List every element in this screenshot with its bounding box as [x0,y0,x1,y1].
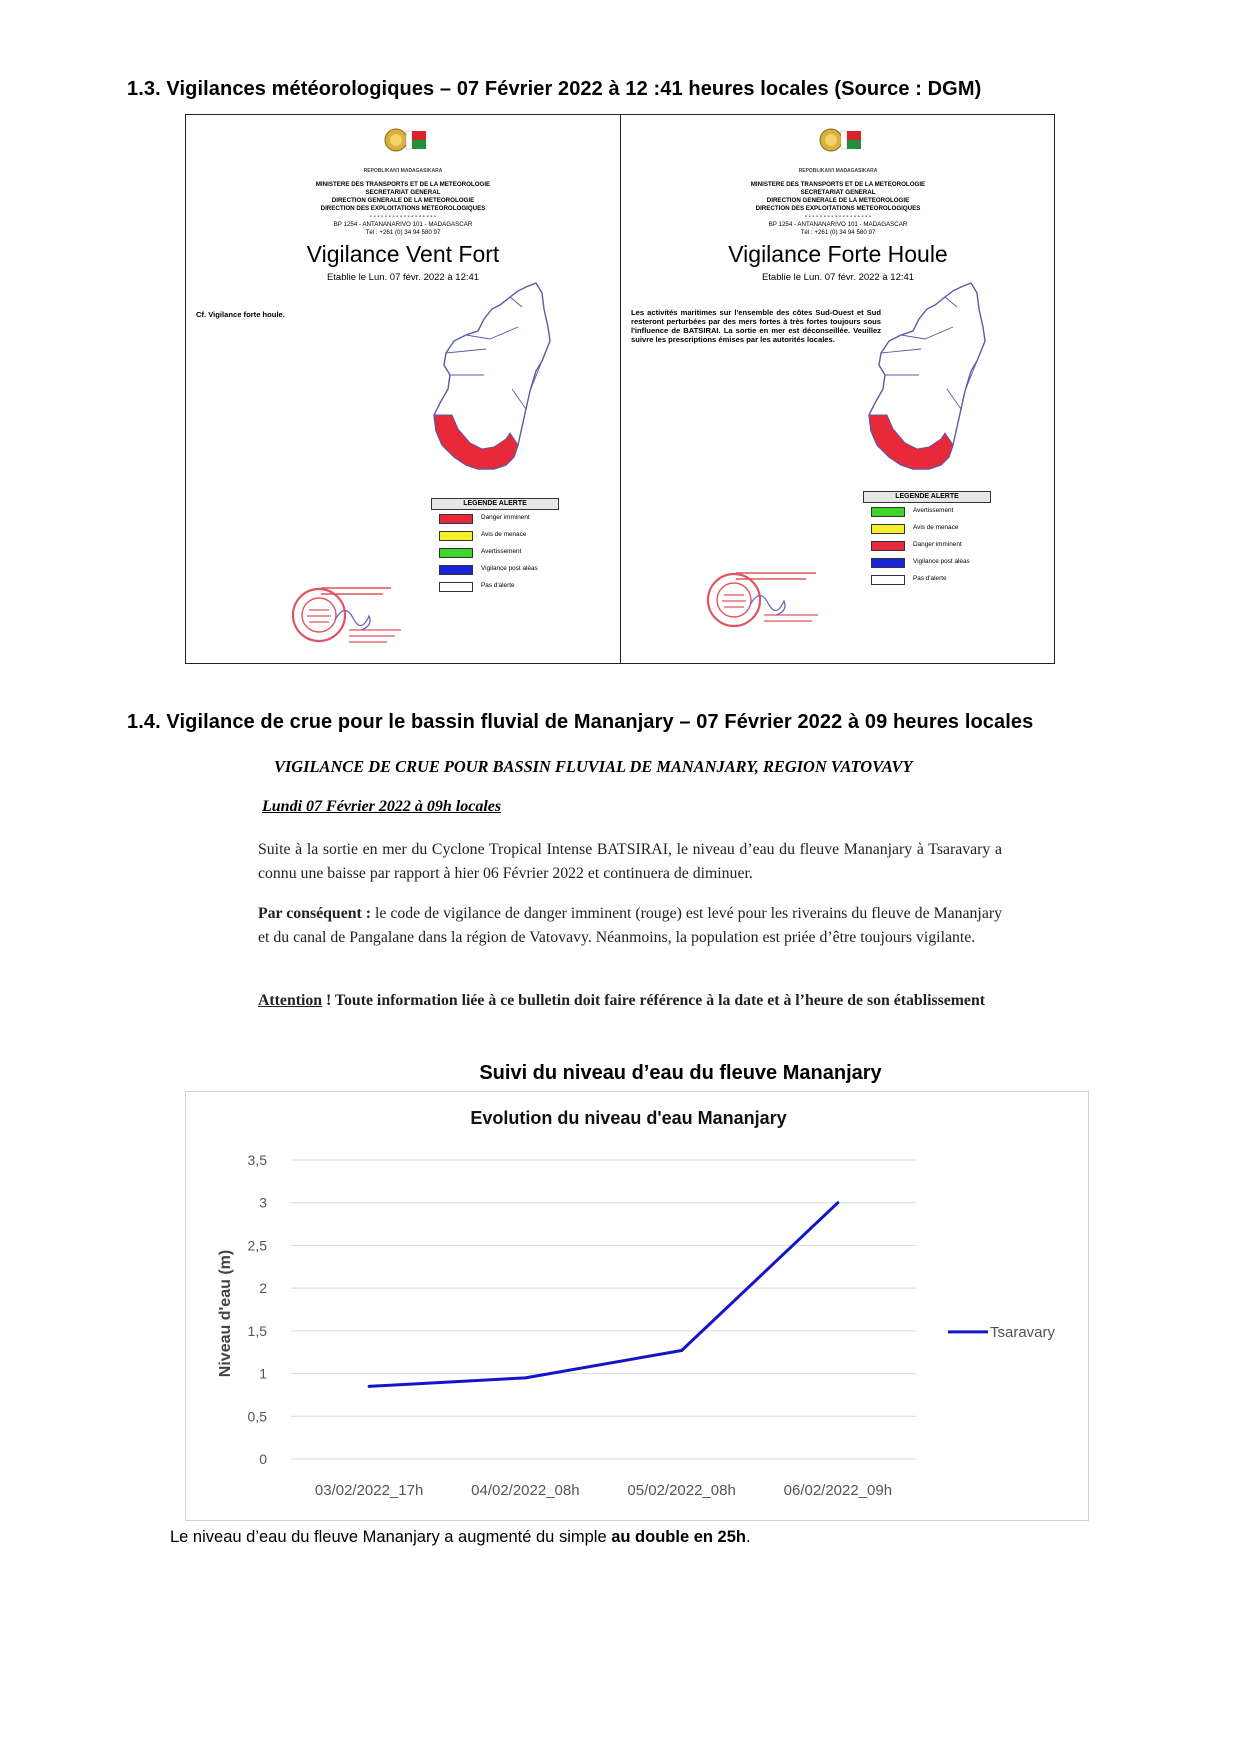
legend-swatch [871,507,905,517]
y-tick-label: 0,5 [247,1408,267,1425]
vigilance-date: Etablie le Lun. 07 févr. 2022 à 12:41 [761,272,915,283]
legend-swatch [439,582,473,592]
logo-caption: REPOBLIKAN'I MADAGASIKARA [363,168,443,174]
ministry-line: SECRETARIAT GENERAL [365,189,441,196]
chart-canvas [186,1092,1088,1520]
bulletin-attention [258,989,1002,1013]
attention-body: ! Toute information liée à ce bulletin doit faire référence à la date et à l’heure de son établissement [322,992,985,1009]
chart-title: Evolution du niveau d'eau Mananjary [470,1108,787,1128]
legend-title: LEGENDE ALERTE [431,498,559,510]
alert-legend [431,498,559,595]
legend-item [863,571,991,588]
y-tick-label: 1,5 [247,1322,267,1339]
vigilance-date: Etablie le Lun. 07 févr. 2022 à 12:41 [326,272,480,283]
legend-swatch [439,548,473,558]
data-point [680,1349,683,1352]
madagascar-coat-of-arms-logo [817,127,863,159]
legend-label: Pas d'alerte [481,582,515,589]
legend-label: Vigilance post aléas [481,565,538,572]
water-level-chart [185,1091,1089,1521]
ministry-line: DIRECTION GENERALE DE LA METEOROLOGIE [331,197,475,204]
section-heading-vigilances: 1.3. Vigilances météorologiques – 07 Février 2022 à 12 :41 heures locales (Source : DGM) [127,78,982,100]
attention-label: Attention [258,992,323,1009]
ministry-line: MINISTERE DES TRANSPORTS ET DE LA METEOROLOGIE [750,181,926,188]
ministry-line: - - - - - - - - - - - - - - - - - - [804,213,872,220]
bulletin-date: Lundi 07 Février 2022 à 09h locales [262,798,502,815]
vigilance-title: Vigilance Forte Houle [728,241,948,267]
bulletin-paragraph: Suite à la sortie en mer du Cyclone Tropical Intense BATSIRAI, le niveau d’eau du fleuve Mananjary à Tsaravary a connu une baisse par rapport à hier 06 Février 2022 et continuera de diminuer. [258,841,1002,882]
paragraph-lead: Par conséquent : [258,905,371,922]
y-tick-label: 2 [259,1280,267,1297]
legend-item [863,554,991,571]
ministry-address: BP 1254 - ANTANANARIVO 101 - MADAGASCAR [768,221,908,228]
y-tick-label: 2,5 [247,1237,267,1254]
y-tick-label: 1 [259,1365,267,1382]
x-tick-label: 04/02/2022_08h [471,1482,580,1499]
data-point [836,1201,839,1204]
y-tick-label: 3,5 [247,1152,267,1168]
ministry-line: - - - - - - - - - - - - - - - - - - [369,213,437,220]
legend-swatch [871,524,905,534]
legend-item [431,510,559,527]
legend-swatch [871,575,905,585]
madagascar-alert-map [861,279,1001,489]
logo-caption: REPOBLIKAN'I MADAGASIKARA [798,168,878,174]
bulletin-title: VIGILANCE DE CRUE POUR BASSIN FLUVIAL DE MANANJARY, REGION VATOVAVY [274,757,913,776]
x-tick-label: 05/02/2022_08h [627,1482,736,1499]
x-tick-label: 06/02/2022_09h [783,1482,893,1499]
paragraph-body: le code de vigilance de danger imminent (rouge) est levé pour les riverains du fleuve de Mananjary et du canal de Pangalane dans la région de Vatovavy. Néanmoins, la population est priée d’être toujours vigilante. [258,905,1002,946]
bulletin-paragraph [258,902,1002,950]
ministry-line: SECRETARIAT GENERAL [800,189,876,196]
conclusion-text: Le niveau d’eau du fleuve Mananjary a augmenté du simple [170,1528,612,1546]
ministry-header [186,168,620,237]
ministry-line: DIRECTION GENERALE DE LA METEOROLOGIE [766,197,910,204]
legend-item [431,527,559,544]
vigilance-note: Cf. Vigilance forte houle. [196,310,285,319]
y-tick-label: 0 [259,1451,267,1467]
y-tick-label: 3 [259,1194,267,1211]
vigilance-panels [185,114,1055,664]
legend-item [863,503,991,520]
legend-swatch [871,558,905,568]
legend-label: Danger imminent [481,514,530,521]
legend-swatch [871,541,905,551]
conclusion-end: . [746,1528,751,1546]
legend-swatch [439,514,473,524]
official-stamp-signature [291,580,411,650]
legend-label: Tsaravary [990,1323,1056,1341]
legend-label: Avis de menace [913,524,959,531]
legend-title: LEGENDE ALERTE [863,491,991,503]
legend-swatch [439,531,473,541]
chart-caption: Suivi du niveau d’eau du fleuve Mananjary [479,1062,882,1084]
legend-item [431,561,559,578]
madagascar-coat-of-arms-logo [382,127,428,159]
chart-conclusion [170,1528,751,1547]
ministry-header [621,168,1055,237]
legend-item [431,544,559,561]
ministry-line: MINISTERE DES TRANSPORTS ET DE LA METEOROLOGIE [315,181,491,188]
vigilance-note: Les activités maritimes sur l'ensemble des côtes Sud-Ouest et Sud resteront perturbées par des mers fortes à très fortes toujours sous l'influence de BATSIRAI. La sortie en mer est déconseillée. Veuillez suivre les prescriptions émises par les autorités locales. [631,308,881,344]
legend-label: Danger imminent [913,541,962,548]
official-stamp-signature [706,565,836,635]
legend-label: Avertissement [913,507,954,514]
legend-item [863,520,991,537]
ministry-address: BP 1254 - ANTANANARIVO 101 - MADAGASCAR [333,221,473,228]
vigilance-title: Vigilance Vent Fort [306,241,500,267]
x-tick-label: 03/02/2022_17h [314,1482,424,1499]
legend-label: Avertissement [481,548,522,555]
data-point [524,1376,527,1379]
legend-swatch [439,565,473,575]
ministry-phone: Tél : +261 (0) 34 94 580 97 [800,229,876,236]
alert-legend [863,491,991,588]
legend-label: Vigilance post aléas [913,558,970,565]
legend-item [863,537,991,554]
madagascar-alert-map [426,279,566,489]
conclusion-emphasis: au double en 25h [611,1528,746,1546]
y-axis-label: Niveau d'eau (m) [217,1249,234,1378]
ministry-phone: Tél : +261 (0) 34 94 580 97 [365,229,441,236]
vigilance-panel-forte-houle [621,115,1055,663]
series-line-tsaravary [369,1203,838,1387]
data-point [368,1385,371,1388]
ministry-line: DIRECTION DES EXPLOITATIONS METEOROLOGIQUES [755,205,921,212]
ministry-line: DIRECTION DES EXPLOITATIONS METEOROLOGIQUES [320,205,486,212]
legend-item [431,578,559,595]
section-heading-crue: 1.4. Vigilance de crue pour le bassin fluvial de Mananjary – 07 Février 2022 à 09 heures locales [127,711,1034,733]
legend-label: Pas d'alerte [913,575,947,582]
legend-label: Avis de menace [481,531,527,538]
vigilance-panel-vent-fort [186,115,620,663]
